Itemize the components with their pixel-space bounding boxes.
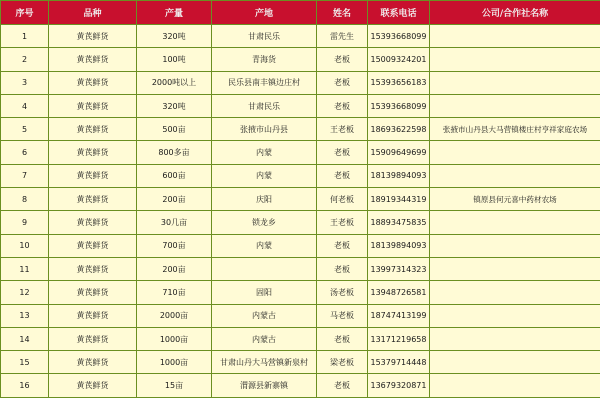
header-company: 公司/合作社名称: [430, 1, 600, 25]
cell-variety: 黄芪鲜货: [49, 164, 137, 187]
header-output: 产量: [137, 1, 212, 25]
cell-origin: 甘肃山丹大马营镇新泉村: [212, 351, 317, 374]
cell-variety: 黄芪鲜货: [49, 118, 137, 141]
cell-phone: 15379714448: [368, 351, 430, 374]
cell-company: [430, 351, 600, 374]
cell-variety: 黄芪鲜货: [49, 48, 137, 71]
cell-contact-name: 王老板: [317, 211, 368, 234]
cell-variety: 黄芪鲜货: [49, 25, 137, 48]
table-body: [1, 25, 600, 398]
cell-output: 1000亩: [137, 327, 212, 350]
header-origin: 产地: [212, 1, 317, 25]
cell-output: 500亩: [137, 118, 212, 141]
cell-phone: 15393668099: [368, 25, 430, 48]
cell-index: 11: [1, 257, 49, 280]
cell-phone: 18139894093: [368, 234, 430, 257]
cell-origin: 固阳: [212, 281, 317, 304]
cell-contact-name: 何老板: [317, 188, 368, 211]
cell-company: [430, 164, 600, 187]
cell-variety: 黄芪鲜货: [49, 234, 137, 257]
cell-variety: 黄芪鲜货: [49, 211, 137, 234]
cell-phone: 15909649699: [368, 141, 430, 164]
cell-origin: [212, 257, 317, 280]
cell-origin: 张掖市山丹县: [212, 118, 317, 141]
cell-index: 14: [1, 327, 49, 350]
cell-output: 1000亩: [137, 351, 212, 374]
cell-origin: 内蒙: [212, 141, 317, 164]
cell-contact-name: 老板: [317, 71, 368, 94]
cell-contact-name: 老板: [317, 234, 368, 257]
cell-contact-name: 汤老板: [317, 281, 368, 304]
cell-variety: 黄芪鲜货: [49, 374, 137, 397]
cell-origin: 甘肃民乐: [212, 25, 317, 48]
header-name: 姓名: [317, 1, 368, 25]
cell-company: 镇原县何元喜中药材农场: [430, 188, 600, 211]
cell-variety: 黄芪鲜货: [49, 257, 137, 280]
cell-output: 320吨: [137, 25, 212, 48]
cell-index: 6: [1, 141, 49, 164]
cell-output: 200亩: [137, 257, 212, 280]
cell-company: [430, 281, 600, 304]
cell-output: 710亩: [137, 281, 212, 304]
table-row: [1, 94, 600, 117]
cell-origin: 甘肃民乐: [212, 94, 317, 117]
cell-company: [430, 374, 600, 397]
cell-company: 张掖市山丹县大马营镇楼庄村亨祥家庭农场: [430, 118, 600, 141]
table-row: [1, 48, 600, 71]
table-row: [1, 164, 600, 187]
cell-index: 4: [1, 94, 49, 117]
cell-phone: 13948726581: [368, 281, 430, 304]
cell-output: 600亩: [137, 164, 212, 187]
cell-phone: 15393668099: [368, 94, 430, 117]
header-phone: 联系电话: [368, 1, 430, 25]
cell-phone: 18919344319: [368, 188, 430, 211]
cell-variety: 黄芪鲜货: [49, 188, 137, 211]
cell-variety: 黄芪鲜货: [49, 351, 137, 374]
cell-origin: 内蒙古: [212, 304, 317, 327]
cell-origin: 青海货: [212, 48, 317, 71]
cell-output: 800多亩: [137, 141, 212, 164]
cell-contact-name: 老板: [317, 164, 368, 187]
cell-variety: 黄芪鲜货: [49, 94, 137, 117]
cell-origin: 锁龙乡: [212, 211, 317, 234]
header-index: 序号: [1, 1, 49, 25]
cell-phone: 18893475835: [368, 211, 430, 234]
cell-phone: 13171219658: [368, 327, 430, 350]
cell-origin: 渭源县新寨镇: [212, 374, 317, 397]
cell-index: 2: [1, 48, 49, 71]
table-row: [1, 327, 600, 350]
cell-output: 200亩: [137, 188, 212, 211]
cell-company: [430, 257, 600, 280]
table-row: [1, 118, 600, 141]
cell-phone: 18139894093: [368, 164, 430, 187]
cell-origin: 内蒙: [212, 234, 317, 257]
cell-company: [430, 211, 600, 234]
header-variety: 品种: [49, 1, 137, 25]
cell-company: [430, 141, 600, 164]
table-row: [1, 71, 600, 94]
table-row: [1, 188, 600, 211]
cell-index: 12: [1, 281, 49, 304]
cell-output: 100吨: [137, 48, 212, 71]
cell-output: 15亩: [137, 374, 212, 397]
cell-variety: 黄芪鲜货: [49, 141, 137, 164]
cell-variety: 黄芪鲜货: [49, 327, 137, 350]
cell-contact-name: 老板: [317, 257, 368, 280]
cell-output: 700亩: [137, 234, 212, 257]
table-row: [1, 25, 600, 48]
table-row: [1, 257, 600, 280]
cell-company: [430, 71, 600, 94]
table-row: [1, 141, 600, 164]
cell-company: [430, 327, 600, 350]
cell-origin: 内蒙: [212, 164, 317, 187]
cell-origin: 内蒙古: [212, 327, 317, 350]
table-row: [1, 234, 600, 257]
cell-index: 10: [1, 234, 49, 257]
table-row: [1, 351, 600, 374]
cell-index: 13: [1, 304, 49, 327]
cell-output: 320吨: [137, 94, 212, 117]
cell-variety: 黄芪鲜货: [49, 281, 137, 304]
cell-origin: 庆阳: [212, 188, 317, 211]
cell-index: 7: [1, 164, 49, 187]
cell-phone: 15009324201: [368, 48, 430, 71]
cell-index: 16: [1, 374, 49, 397]
cell-contact-name: 老板: [317, 141, 368, 164]
table-row: [1, 374, 600, 397]
cell-company: [430, 48, 600, 71]
cell-index: 5: [1, 118, 49, 141]
table-row: [1, 304, 600, 327]
cell-company: [430, 234, 600, 257]
cell-variety: 黄芪鲜货: [49, 304, 137, 327]
table-row: [1, 211, 600, 234]
cell-index: 1: [1, 25, 49, 48]
cell-output: 2000亩: [137, 304, 212, 327]
table-row: [1, 281, 600, 304]
cell-contact-name: 老板: [317, 374, 368, 397]
header-row: [1, 1, 600, 25]
cell-output: 2000吨以上: [137, 71, 212, 94]
cell-contact-name: 王老板: [317, 118, 368, 141]
cell-phone: 18747413199: [368, 304, 430, 327]
cell-phone: 13679320871: [368, 374, 430, 397]
cell-contact-name: 老板: [317, 94, 368, 117]
cell-variety: 黄芪鲜货: [49, 71, 137, 94]
cell-index: 8: [1, 188, 49, 211]
cell-contact-name: 老板: [317, 327, 368, 350]
cell-contact-name: 老板: [317, 48, 368, 71]
cell-contact-name: 雷先生: [317, 25, 368, 48]
cell-index: 15: [1, 351, 49, 374]
cell-output: 30几亩: [137, 211, 212, 234]
cell-company: [430, 94, 600, 117]
cell-company: [430, 304, 600, 327]
cell-phone: 13997314323: [368, 257, 430, 280]
cell-phone: 15393656183: [368, 71, 430, 94]
cell-index: 9: [1, 211, 49, 234]
cell-contact-name: 梁老板: [317, 351, 368, 374]
cell-contact-name: 马老板: [317, 304, 368, 327]
cell-origin: 民乐县南丰镇边庄村: [212, 71, 317, 94]
cell-index: 3: [1, 71, 49, 94]
cell-company: [430, 25, 600, 48]
cell-phone: 18693622598: [368, 118, 430, 141]
